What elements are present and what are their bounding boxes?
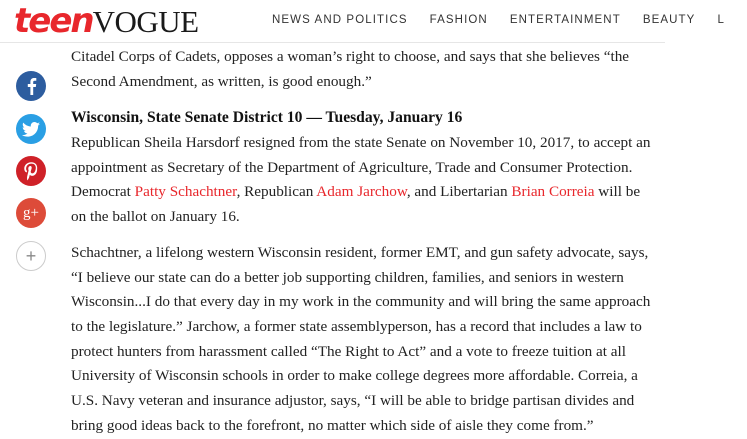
site-header — [0, 0, 725, 43]
nav-entertainment[interactable]: ENTERTAINMENT — [509, 14, 621, 26]
nav-beauty[interactable]: BEAUTY — [642, 14, 696, 26]
candidates-line-8: bring good ideas back to the forefront, no matter which side of aisle they come from.” — [71, 416, 594, 434]
plus-icon: + — [25, 246, 37, 266]
district-line-3 — [71, 180, 650, 205]
logo-teen-text: teen — [14, 1, 93, 41]
candidates-line-3: Wisconsin...I do that every day in my work in the community and will bring the same approach — [71, 293, 651, 311]
intro-paragraph — [71, 45, 629, 94]
intro-line-2: Second Amendment, as written, is good enough.” — [71, 72, 372, 90]
candidates-line-2: “I believe our state can do a better job supporting children, families, and seniors in western — [71, 268, 624, 286]
pinterest-icon — [24, 162, 38, 180]
nav-fashion[interactable]: FASHION — [429, 14, 488, 26]
district-line-3-pre: Democrat — [71, 183, 135, 201]
google-plus-share-button[interactable] — [16, 198, 46, 228]
teen-vogue-logo[interactable] — [14, 1, 199, 41]
main-nav — [272, 14, 747, 26]
nav-next-truncated[interactable]: L — [717, 14, 725, 26]
candidates-line-5: protect hunters from harassment called “The Right to Act” and a vote to freeze tuition at all — [71, 342, 626, 360]
adam-jarchow-link[interactable]: Adam Jarchow — [316, 183, 407, 201]
pinterest-share-button[interactable] — [16, 156, 46, 186]
candidates-line-4: to the legislature.” Jarchow, a former state assemblyperson, has a record that includes a law to — [71, 318, 642, 336]
twitter-icon — [22, 122, 40, 137]
intro-line-1: Citadel Corps of Cadets, opposes a woman’s right to choose, and says that she believes “the — [71, 48, 630, 65]
nav-news-and-politics[interactable]: NEWS AND POLITICS — [272, 14, 408, 26]
more-share-button[interactable] — [16, 241, 46, 271]
facebook-share-button[interactable] — [16, 71, 46, 101]
facebook-icon — [24, 77, 38, 95]
district-line-2: appointment as Secretary of the Department of Agriculture, Trade and Consumer Protection. — [71, 158, 633, 176]
district-line-4: on the ballot on January 16. — [71, 208, 240, 226]
district-line-1: Republican Sheila Harsdorf resigned from the state Senate on November 10, 2017, to accept an — [71, 134, 651, 151]
logo-vogue-text: VOGUE — [92, 4, 199, 39]
brian-correia-link[interactable]: Brian Correia — [511, 183, 595, 201]
candidates-line-7: U.S. Navy veteran and insurance adjustor, says, “I will be able to bridge partisan divides and — [71, 392, 635, 410]
candidates-line-1: Schachtner, a lifelong western Wisconsin resident, former EMT, and gun safety advocate, says, — [71, 244, 649, 261]
district-line-3-mid2: , and Libertarian — [406, 183, 512, 201]
district-line-3-mid1: , Republican — [236, 183, 317, 201]
candidates-line-6: University of Wisconsin schools in order to make college degrees more affordable. Correia, a — [71, 367, 638, 385]
google-plus-icon: g+ — [23, 205, 39, 221]
twitter-share-button[interactable] — [16, 114, 46, 144]
section-heading: Wisconsin, State Senate District 10 — Tuesday, January 16 — [71, 109, 463, 126]
patty-schachtner-link[interactable]: Patty Schachtner — [134, 183, 237, 201]
candidates-paragraph — [71, 241, 650, 439]
district-line-3-post: will be — [594, 183, 641, 201]
district-paragraph — [71, 131, 650, 230]
